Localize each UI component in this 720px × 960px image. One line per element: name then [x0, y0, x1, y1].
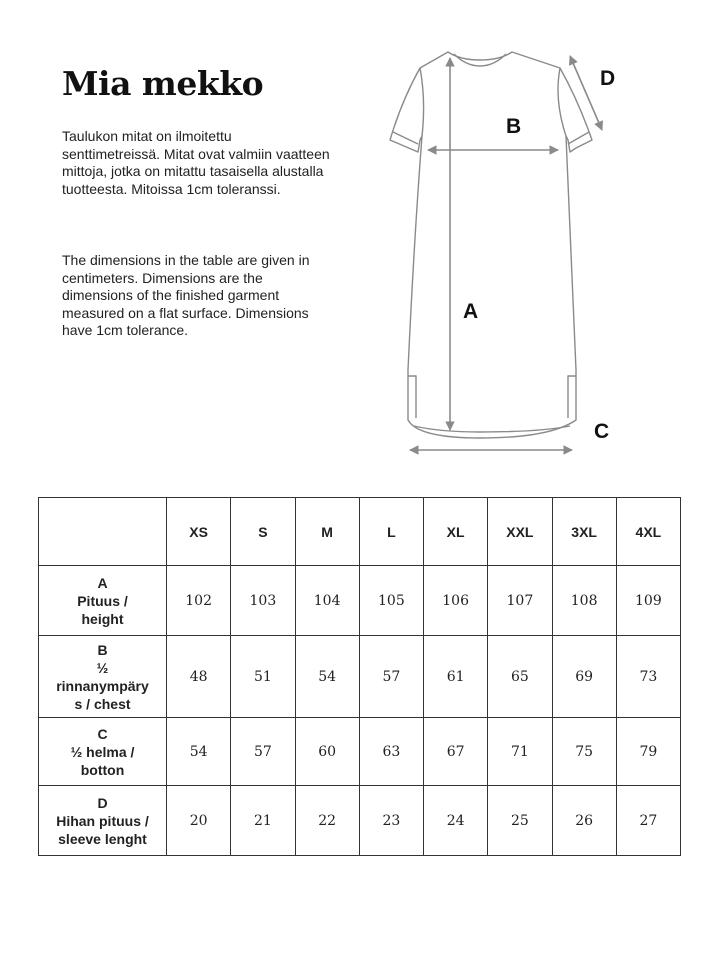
table-cell: 106 [424, 566, 488, 636]
measure-label-b: B [506, 115, 522, 138]
table-cell: 109 [616, 566, 680, 636]
table-cell: 27 [616, 786, 680, 856]
dress-outline [390, 52, 592, 438]
description-finnish: Taulukon mitat on ilmoitettu senttimetreissä. Mitat ovat valmiin vaatteen mittoja, jotka on mitattu tasaisella alustalla tuotteesta. Mitoissa 1cm toleranssi. [62, 128, 330, 197]
size-header-l: L [359, 498, 423, 566]
measure-label-c: C [594, 420, 610, 443]
measure-label-a: A [463, 300, 479, 323]
measure-line-d [570, 56, 602, 130]
table-cell: 60 [295, 718, 359, 786]
size-header-4xl: 4XL [616, 498, 680, 566]
table-row [39, 636, 681, 718]
size-header-3xl: 3XL [552, 498, 616, 566]
table-cell: 107 [488, 566, 552, 636]
table-row [39, 786, 681, 856]
table-cell: 23 [359, 786, 423, 856]
description-english: The dimensions in the table are given in centimeters. Dimensions are the dimensions of the finished garment measured on a flat surface. Dimensions have 1cm tolerance. [62, 252, 310, 338]
size-header-s: S [231, 498, 295, 566]
table-cell: 108 [552, 566, 616, 636]
table-cell: 65 [488, 636, 552, 718]
dress-outline-svg [380, 40, 640, 470]
dress-slit-right [568, 376, 576, 418]
dress-slit-left [408, 376, 416, 418]
dress-sleeve-seam-left [420, 68, 424, 136]
table-cell: 26 [552, 786, 616, 856]
row-label-a: A Pituus / height [39, 566, 167, 636]
table-cell: 22 [295, 786, 359, 856]
size-header-row [39, 498, 681, 566]
size-header-xs: XS [167, 498, 231, 566]
table-cell: 79 [616, 718, 680, 786]
row-label-c: C ½ helma / botton [39, 718, 167, 786]
table-cell: 71 [488, 718, 552, 786]
measure-label-d: D [600, 67, 616, 90]
page-title: Mia mekko [62, 64, 264, 103]
table-cell: 75 [552, 718, 616, 786]
row-label-b: B ½ rinnanympäry s / chest [39, 636, 167, 718]
table-cell: 20 [167, 786, 231, 856]
table-row [39, 566, 681, 636]
dress-hem-stitch [414, 426, 570, 432]
table-cell: 103 [231, 566, 295, 636]
table-cell: 24 [424, 786, 488, 856]
size-header-xl: XL [424, 498, 488, 566]
table-cell: 25 [488, 786, 552, 856]
table-cell: 51 [231, 636, 295, 718]
size-header-m: M [295, 498, 359, 566]
table-cell: 105 [359, 566, 423, 636]
table-cell: 69 [552, 636, 616, 718]
size-table [38, 497, 681, 856]
table-cell: 104 [295, 566, 359, 636]
table-cell: 48 [167, 636, 231, 718]
table-cell: 21 [231, 786, 295, 856]
corner-cell [39, 498, 167, 566]
table-cell: 54 [167, 718, 231, 786]
table-cell: 57 [359, 636, 423, 718]
table-cell: 61 [424, 636, 488, 718]
row-label-d: D Hihan pituus / sleeve lenght [39, 786, 167, 856]
dress-sleeve-hem-right [568, 132, 589, 144]
dress-measurement-diagram [380, 40, 640, 470]
table-row [39, 718, 681, 786]
table-cell: 57 [231, 718, 295, 786]
size-header-xxl: XXL [488, 498, 552, 566]
table-cell: 67 [424, 718, 488, 786]
table-cell: 73 [616, 636, 680, 718]
table-cell: 63 [359, 718, 423, 786]
table-cell: 102 [167, 566, 231, 636]
table-cell: 54 [295, 636, 359, 718]
